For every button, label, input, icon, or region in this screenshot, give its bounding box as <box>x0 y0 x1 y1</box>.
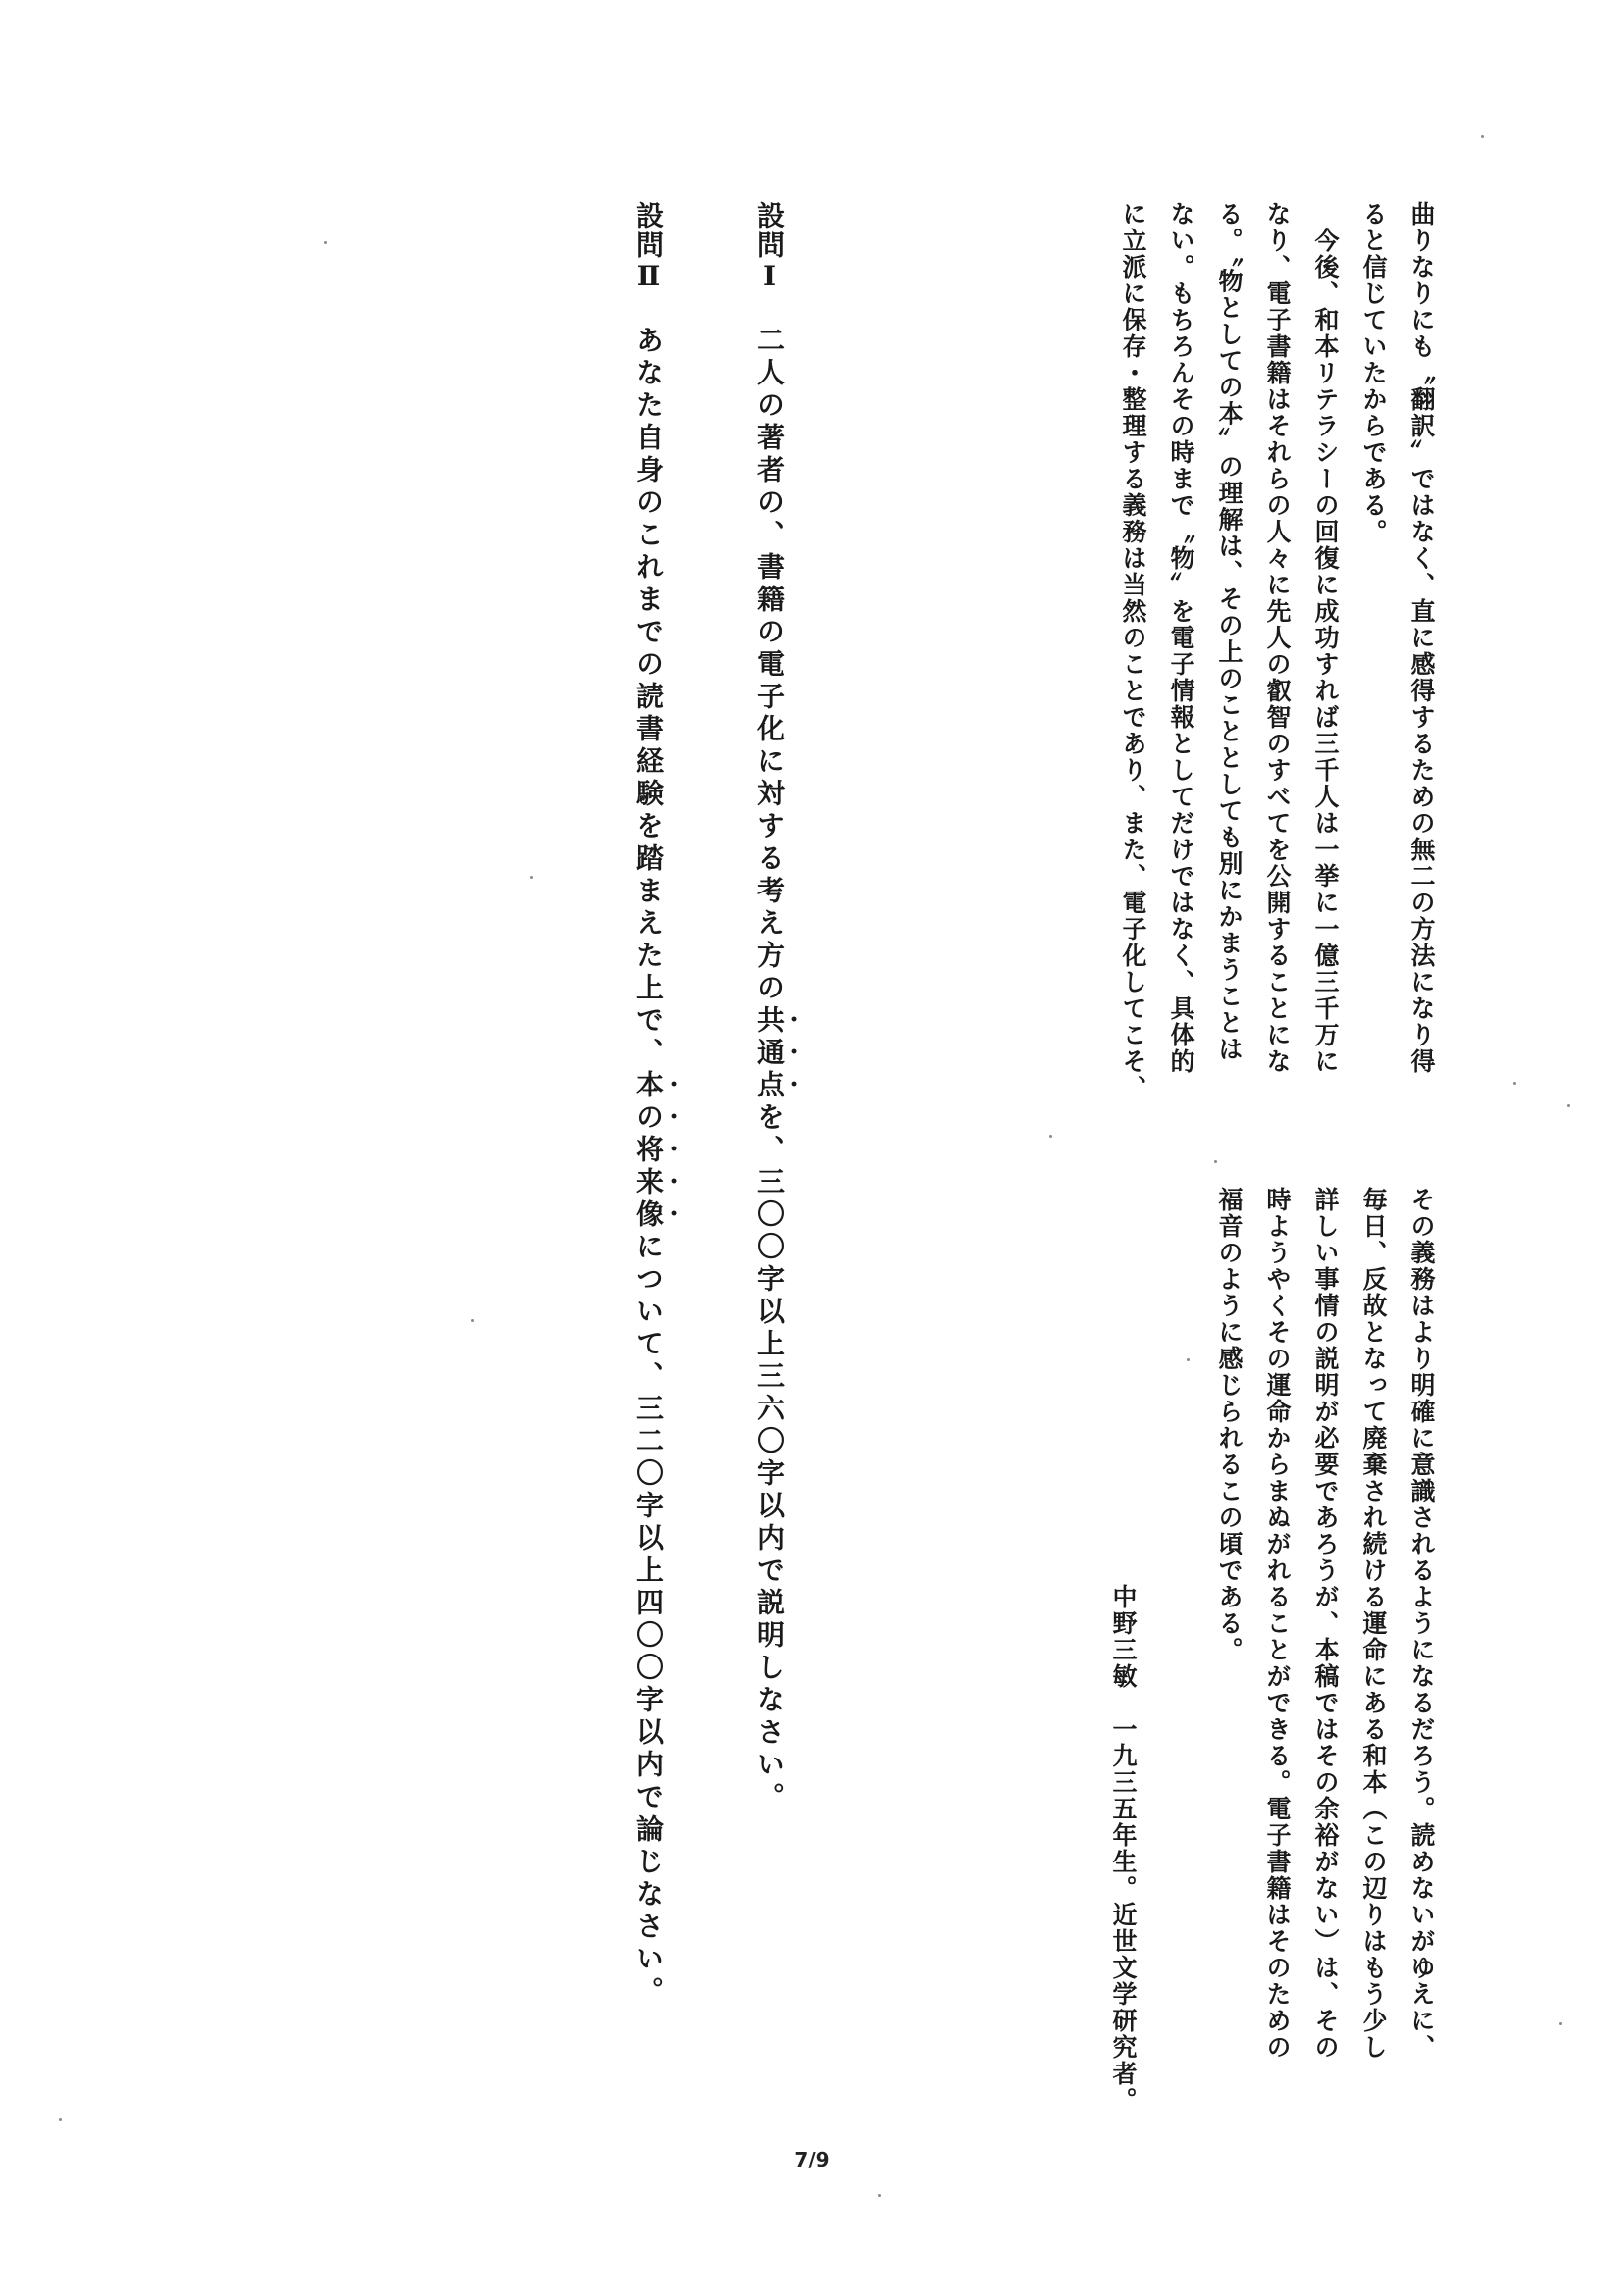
lower-column-1: その義務はより明確に意識されるようになるだろう。読めないがゆえに、 <box>1407 1187 1436 2061</box>
question-1-text-after: を、三〇〇字以上三六〇字以内で説明しなさい。 <box>753 1102 786 1814</box>
upper-column-2: ると信じていたからである。 <box>1359 201 1388 545</box>
question-2-emphasis: 本の将来像 <box>633 1070 665 1232</box>
upper-column-6: ない。もちろんその時まで〝物〟を電子情報としてだけではなく、具体的 <box>1167 201 1195 1075</box>
question-2-text-after: について、三二〇字以上四〇〇字以内で論じなさい。 <box>633 1232 665 2009</box>
scan-speck <box>1214 1160 1217 1163</box>
upper-column-3: 今後、和本リテラシーの回復に成功すれば三千人は一挙に一億三千万に <box>1311 201 1340 1075</box>
scan-speck <box>1559 2022 1562 2025</box>
scan-speck <box>59 2118 62 2121</box>
scan-speck <box>530 876 533 879</box>
question-1-emphasis: 共通点 <box>753 1005 786 1102</box>
scan-speck <box>1187 1358 1190 1361</box>
upper-column-7: に立派に保存・整理する義務は当然のことであり、また、電子化してこそ、 <box>1119 201 1147 1101</box>
lower-column-5: 福音のように感じられるこの頃である。 <box>1215 1187 1243 1663</box>
question-2-text-before: あなた自身のこれまでの読書経験を踏まえた上で、 <box>633 326 665 1070</box>
question-2-label: 設問Ⅱ <box>633 201 665 294</box>
scan-speck <box>471 1319 474 1322</box>
question-2 <box>633 201 681 2009</box>
question-1 <box>753 201 801 1814</box>
scan-speck <box>1513 1082 1516 1085</box>
question-1-label: 設問Ⅰ <box>753 201 786 294</box>
upper-column-4: なり、電子書籍はそれらの人々に先人の叡智のすべてを公開することにな <box>1263 201 1292 1075</box>
scan-speck <box>324 241 327 244</box>
author-note: 中野三敏 一九三五年生。近世文学研究者。 <box>1109 1584 1138 2114</box>
upper-column-5: る。〝物としての本〟の理解は、その上のこととしても別にかまうことは <box>1215 201 1243 1063</box>
upper-column-1: 曲りなりにも〝翻訳〟ではなく、直に感得するための無二の方法になり得 <box>1407 201 1436 1075</box>
scan-speck <box>1567 1104 1570 1107</box>
scan-speck <box>1481 135 1484 138</box>
lower-column-2: 毎日、反故となって廃棄され続ける運命にある和本（この辺りはもう少し <box>1359 1187 1388 2061</box>
scan-speck <box>1049 1135 1052 1138</box>
page-number: 7/9 <box>794 2148 830 2171</box>
lower-column-4: 時ようやくその運命からまぬがれることができる。電子書籍はそのための <box>1263 1187 1292 2061</box>
scan-speck <box>878 2194 881 2197</box>
question-1-text-before: 二人の著者の、書籍の電子化に対する考え方の <box>753 326 786 1005</box>
lower-column-3: 詳しい事情の説明が必要であろうが、本稿ではその余裕がない）は、その <box>1311 1187 1340 2061</box>
